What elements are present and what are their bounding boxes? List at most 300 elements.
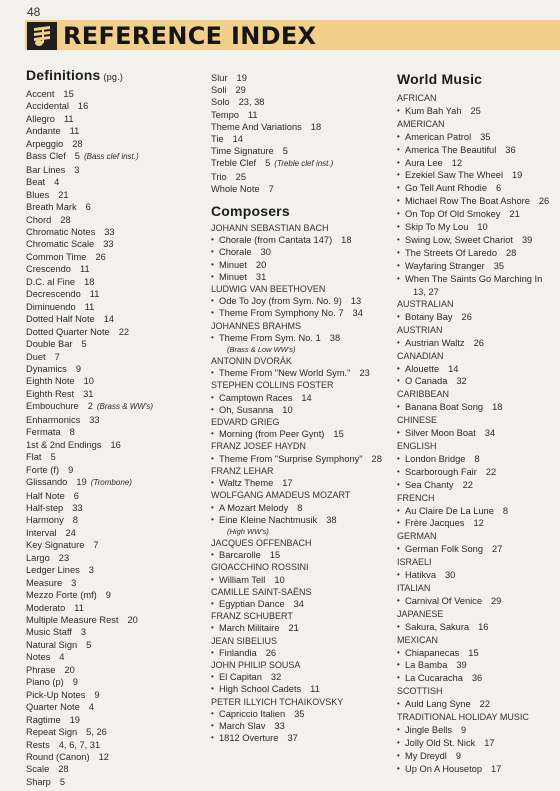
entry-pages: 4 [88, 702, 94, 713]
list-item [397, 234, 557, 247]
page-title: REFERENCE INDEX [63, 22, 317, 50]
item-pages: 39 [456, 660, 467, 671]
index-entry [26, 626, 206, 638]
list-item [397, 763, 557, 776]
item-title: La Bamba [405, 660, 448, 671]
index-entry [26, 577, 206, 589]
item-title: Chiapanecas [405, 647, 460, 658]
entry-pages: 9 [94, 689, 100, 700]
item-title: Frère Jacques [405, 518, 465, 529]
list-item [397, 247, 557, 260]
item-title: On Top Of Old Smokey [405, 209, 501, 220]
item-pages: 35 [480, 131, 491, 142]
entry-term: 1st & 2nd Endings [26, 439, 102, 450]
entry-pages: 28 [58, 764, 69, 775]
world-music-list [397, 92, 557, 776]
world-music-column [397, 66, 557, 776]
list-item [211, 477, 393, 489]
list-item [397, 131, 557, 144]
group-heading: ENGLISH [397, 441, 437, 452]
index-entry [26, 451, 206, 463]
entry-pages: 19 [236, 73, 247, 83]
item-title: Waltz Theme [219, 478, 274, 489]
item-title: Banana Boat Song [405, 402, 484, 413]
item-pages: 15 [468, 647, 479, 658]
list-item [397, 401, 557, 414]
entry-pages: 18 [84, 276, 95, 287]
item-title: Michael Row The Boat Ashore [405, 196, 530, 207]
entry-pages: 14 [232, 134, 243, 145]
item-pages: 15 [333, 429, 344, 440]
entry-pages: 8 [72, 515, 78, 526]
entry-pages: 11 [247, 109, 258, 120]
entry-term: Dynamics [26, 363, 67, 374]
index-entry [26, 338, 206, 350]
item-title: Chorale (from Cantata 147) [219, 235, 333, 246]
entry-term: Treble Clef [211, 158, 257, 169]
entry-pages: 25 [235, 171, 247, 182]
index-entry [26, 726, 206, 738]
index-entry [26, 502, 206, 514]
item-pages: 34 [484, 428, 496, 439]
group-heading: AUSTRIAN [397, 324, 443, 335]
entry-term: Whole Note [211, 183, 260, 194]
entry-term: Interval [26, 527, 57, 538]
entry-term: Quarter Note [26, 702, 80, 713]
item-title: Egyptian Dance [219, 598, 285, 609]
list-item [397, 273, 557, 286]
item-pages: 20 [255, 259, 267, 270]
index-entry [26, 701, 206, 713]
list-item [211, 428, 393, 440]
index-entry [211, 171, 393, 183]
item-title: Theme From Symphony No. 7 [219, 308, 344, 319]
item-pages: 14 [448, 363, 459, 374]
group-heading: SCOTTISH [397, 686, 443, 697]
entry-term: Rests [26, 739, 50, 750]
item-title: Jolly Old St. Nick [405, 737, 476, 748]
index-entry [211, 183, 393, 195]
list-item [211, 683, 393, 695]
item-pages: 8 [297, 502, 303, 513]
group-heading: JAPANESE [397, 608, 444, 619]
entry-pages: 5 [74, 151, 80, 162]
entry-pages: 7 [54, 351, 60, 362]
group-heading: AUSTRALIAN [397, 299, 454, 310]
music-note-logo-icon [27, 22, 57, 50]
list-item [211, 549, 393, 561]
index-entry [26, 776, 206, 788]
index-entry [26, 439, 206, 451]
entry-term: Arpeggio [26, 138, 64, 149]
entry-term: Tempo [211, 109, 239, 120]
item-title: Austrian Waltz [405, 337, 465, 348]
list-item [211, 598, 393, 610]
list-item [397, 363, 557, 376]
entry-term: Decrescendo [26, 289, 81, 300]
entry-term: Chromatic Notes [26, 226, 96, 237]
index-entry [211, 109, 393, 121]
item-title: German Folk Song [405, 544, 484, 555]
entry-term: Multiple Measure Rest [26, 615, 119, 626]
item-title: March Militaire [219, 623, 280, 634]
entry-term: Eighth Note [26, 376, 75, 387]
entry-term: Piano (p) [26, 677, 64, 688]
list-item [397, 466, 557, 479]
list-item [211, 502, 393, 514]
entry-term: Half-step [26, 502, 64, 513]
index-entry [26, 414, 206, 426]
entry-term: Sharp [26, 776, 51, 787]
item-pages: 17 [484, 737, 495, 748]
item-pages: 28 [505, 247, 517, 258]
list-item [211, 622, 393, 634]
index-entry [26, 589, 206, 601]
group-heading: WOLFGANG AMADEUS MOZART [211, 490, 351, 501]
entry-term: Repeat Sign [26, 727, 78, 738]
entry-pages: 18 [310, 121, 322, 132]
index-entry [26, 113, 206, 125]
list-item [397, 569, 557, 582]
list-item [397, 517, 557, 530]
index-entry [26, 189, 206, 201]
index-entry [26, 400, 206, 413]
group-heading: FRENCH [397, 492, 435, 503]
item-title: A Mozart Melody [219, 502, 289, 513]
item-title: Swing Low, Sweet Chariot [405, 234, 514, 245]
group-heading: JOHN PHILIP SOUSA [211, 659, 301, 670]
item-pages: 10 [274, 574, 285, 585]
entry-term: Accent [26, 89, 55, 99]
list-item [397, 672, 557, 685]
item-pages: 29 [491, 595, 502, 606]
entry-pages: 7 [93, 540, 99, 551]
entry-pages: 9 [72, 677, 78, 688]
index-entry [26, 664, 206, 676]
entry-term: Pick-Up Notes [26, 689, 86, 700]
entry-term: Key Signature [26, 540, 85, 551]
group-heading: GERMAN [397, 531, 437, 542]
entry-pages: 28 [60, 214, 71, 225]
entry-term: Largo [26, 552, 50, 563]
item-title: Kum Bah Yah [405, 105, 462, 116]
index-entry [26, 375, 206, 387]
list-item [397, 169, 557, 182]
entry-term: Soli [211, 85, 227, 96]
index-entry [26, 739, 206, 751]
list-item [397, 157, 557, 170]
entry-pages: 9 [68, 464, 74, 475]
item-pages: 32 [456, 376, 467, 387]
list-item [397, 724, 557, 737]
list-item [397, 260, 557, 273]
item-title: Camptown Races [219, 392, 293, 403]
entry-term: Beat [26, 177, 46, 188]
group-heading: AFRICAN [397, 93, 437, 103]
group-heading: CANADIAN [397, 350, 444, 361]
item-title: Scarborough Fair [405, 466, 477, 477]
item-title: Theme From Sym. No. 1 [219, 332, 321, 343]
item-title: Theme From "Surprise Symphony" [219, 453, 363, 464]
list-item [397, 698, 557, 711]
entry-pages: 9 [75, 363, 81, 374]
item-pages: 26 [265, 647, 277, 658]
group-heading: JOHANN SEBASTIAN BACH [211, 223, 329, 234]
group-heading: AMERICAN [397, 118, 445, 129]
item-title: American Patrol [405, 131, 472, 142]
item-title: The Streets Of Laredo [405, 247, 497, 258]
entry-note: (Bass clef inst.) [83, 152, 139, 162]
entry-term: Allegro [26, 113, 55, 124]
item-pages: 6 [496, 183, 502, 194]
item-pages: 12 [451, 157, 463, 168]
item-pages: 17 [491, 763, 502, 774]
group-heading: CHINESE [397, 415, 438, 426]
entry-term: Tie [211, 134, 224, 145]
index-entry [26, 164, 206, 176]
list-item [397, 621, 557, 634]
entry-pages: 5, 26 [86, 727, 107, 738]
entry-pages: 20 [127, 615, 138, 626]
index-entry [26, 714, 206, 726]
entry-pages: 23, 38 [238, 97, 265, 108]
entry-term: Natural Sign [26, 639, 78, 650]
item-title: America The Beautiful [405, 144, 497, 155]
group-heading: CARIBBEAN [397, 389, 450, 400]
entry-pages: 9 [105, 590, 111, 601]
item-pages: 17 [282, 478, 293, 489]
entry-term: Moderato [26, 602, 66, 613]
item-title: Alouette [405, 363, 440, 374]
entry-pages: 8 [69, 427, 75, 438]
entry-pages: 6 [73, 490, 79, 501]
entry-term: Music Staff [26, 627, 72, 638]
entry-pages: 11 [69, 126, 80, 137]
item-pages: 36 [471, 673, 483, 684]
index-entry [26, 363, 206, 375]
list-item [211, 574, 393, 586]
index-entry [26, 88, 206, 100]
entry-pages: 14 [103, 314, 115, 325]
list-item [397, 311, 557, 324]
entry-term: D.C. al Fine [26, 276, 76, 287]
index-entry [26, 464, 206, 476]
list-item [397, 144, 557, 157]
item-pages: 10 [477, 222, 488, 233]
entry-note: (Treble clef inst.) [274, 159, 334, 169]
entry-term: Blues [26, 189, 50, 200]
index-entry [26, 263, 206, 275]
entry-pages: 5 [265, 158, 271, 169]
list-item [211, 647, 393, 659]
index-entry [26, 514, 206, 526]
entry-term: Double Bar [26, 339, 73, 350]
item-title: London Bridge [405, 453, 466, 464]
item-title: Auld Lang Syne [405, 699, 471, 710]
index-entry [211, 157, 393, 170]
entry-pages: 11 [89, 289, 100, 300]
entry-term: Phrase [26, 664, 56, 675]
item-pages: 34 [352, 308, 363, 319]
definitions-column [26, 66, 206, 788]
item-title: My Dreydl [405, 750, 447, 761]
item-pages: 28 [371, 453, 382, 464]
entry-term: Duet [26, 351, 46, 362]
item-note: (High WW's) [227, 526, 269, 536]
item-title: Aura Lee [405, 157, 443, 168]
item-pages: 11 [310, 684, 320, 695]
entry-term: Enharmonics [26, 414, 81, 425]
entry-term: Diminuendo [26, 301, 76, 312]
item-pages: 30 [260, 247, 271, 258]
entry-pages: 10 [83, 376, 94, 387]
list-item [397, 221, 557, 234]
entry-pages: 24 [65, 527, 76, 538]
item-pages: 33 [274, 720, 285, 731]
item-pages: 16 [478, 621, 489, 632]
item-title: Morning (from Peer Gynt) [219, 429, 325, 440]
entry-pages: 19 [76, 477, 87, 488]
entry-pages: 3 [71, 577, 77, 588]
item-pages: 39 [522, 234, 533, 245]
item-pages: 25 [470, 105, 481, 116]
index-entry [26, 490, 206, 502]
entry-pages: 29 [235, 85, 246, 96]
list-item [397, 505, 557, 518]
item-title: Au Claire De La Lune [405, 505, 494, 516]
entry-pages: 16 [77, 101, 89, 112]
item-pages: 36 [505, 144, 516, 155]
list-item [211, 720, 393, 732]
index-entry [26, 226, 206, 238]
entry-pages: 33 [89, 414, 100, 425]
entry-pages: 6 [85, 202, 91, 213]
index-entry [26, 614, 206, 626]
entry-term: Dotted Quarter Note [26, 326, 110, 337]
index-entry [211, 84, 393, 96]
item-title: Ezekiel Saw The Wheel [405, 170, 504, 181]
entry-pages: 3 [88, 565, 94, 576]
item-title: High School Cadets [219, 684, 302, 695]
entry-term: Chromatic Scale [26, 239, 95, 250]
item-title: Carnival Of Venice [405, 595, 482, 606]
entry-term: Slur [211, 73, 228, 83]
index-entry [26, 763, 206, 775]
entry-pages: 11 [79, 264, 90, 275]
list-item [211, 392, 393, 404]
item-pages: 26 [473, 337, 484, 348]
group-heading: FRANZ JOSEF HAYDN [211, 441, 306, 452]
item-title: Go Tell Aunt Rhodie [405, 183, 488, 194]
item-pages: 23 [359, 368, 370, 379]
group-heading: FRANZ LEHAR [211, 465, 274, 476]
entry-term: Time Signature [211, 146, 274, 157]
entry-term: Crescendo [26, 264, 71, 275]
entry-pages: 5 [282, 146, 288, 157]
entry-pages: 26 [95, 251, 106, 262]
list-item [397, 647, 557, 660]
composers-heading: Composers [211, 203, 290, 220]
index-entry [26, 639, 206, 651]
group-heading: ISRAELI [397, 557, 432, 568]
definitions-list [26, 88, 206, 788]
index-entry [26, 564, 206, 576]
entry-pages: 5 [81, 339, 87, 350]
entry-pages: 16 [110, 439, 121, 450]
index-entry [211, 145, 393, 157]
list-item [211, 332, 393, 344]
index-entry [26, 476, 206, 489]
item-title: Botany Bay [405, 311, 453, 322]
index-entry [26, 125, 206, 137]
item-pages: 26 [538, 196, 550, 207]
index-entry [26, 527, 206, 539]
list-item [211, 271, 393, 283]
entry-note: (Trombone) [90, 478, 132, 488]
entry-term: Common Time [26, 251, 87, 262]
index-entry [26, 351, 206, 363]
item-title: La Cucaracha [405, 673, 463, 684]
list-item [211, 732, 393, 744]
entry-pages: 23 [58, 552, 70, 563]
item-pages: 35 [493, 260, 505, 271]
entry-term: Scale [26, 764, 50, 775]
item-pages: 30 [445, 570, 456, 581]
group-heading: TRADITIONAL HOLIDAY MUSIC [397, 712, 529, 723]
item-pages: 38 [329, 332, 341, 343]
entry-term: Glissando [26, 477, 68, 488]
entry-term: Bass Clef [26, 151, 66, 162]
entry-pages: 5 [86, 639, 92, 650]
item-pages: 22 [462, 479, 473, 490]
item-pages: 22 [485, 466, 497, 477]
entry-term: Half Note [26, 490, 65, 501]
index-entry [26, 201, 206, 213]
item-title: Chorale [219, 247, 252, 258]
entry-pages: 21 [58, 189, 69, 200]
item-pages: 34 [293, 598, 304, 609]
list-item [211, 295, 393, 307]
item-title: El Capitan [219, 672, 262, 683]
index-entry [26, 602, 206, 614]
entry-term: Andante [26, 126, 61, 137]
index-entry [211, 72, 393, 84]
list-item [211, 367, 393, 379]
item-pages: 31 [255, 271, 267, 282]
index-entry [211, 96, 393, 108]
group-heading: JEAN SIBELIUS [211, 635, 278, 646]
list-item [397, 595, 557, 608]
entry-pages: 4, 6, 7, 31 [58, 739, 101, 750]
entry-term: Flat [26, 452, 42, 463]
group-heading: ANTONIN DVORÁK [211, 356, 292, 367]
item-title: Jingle Bells [405, 724, 453, 735]
item-title: Wayfaring Stranger [405, 260, 485, 271]
list-item [211, 514, 393, 526]
item-pages: 12 [473, 518, 484, 529]
item-pages: 9 [455, 750, 462, 761]
list-item [211, 234, 393, 246]
item-title: Silver Moon Boat [405, 428, 476, 439]
item-pages: 14 [301, 392, 312, 403]
entry-pages: 28 [72, 138, 83, 149]
item-pages: 21 [288, 623, 299, 634]
group-heading: GIOACCHINO ROSSINI [211, 562, 309, 573]
index-entry [211, 121, 393, 133]
entry-term: Measure [26, 577, 63, 588]
index-entry [26, 539, 206, 551]
item-title: Sea Chanty [405, 479, 454, 490]
